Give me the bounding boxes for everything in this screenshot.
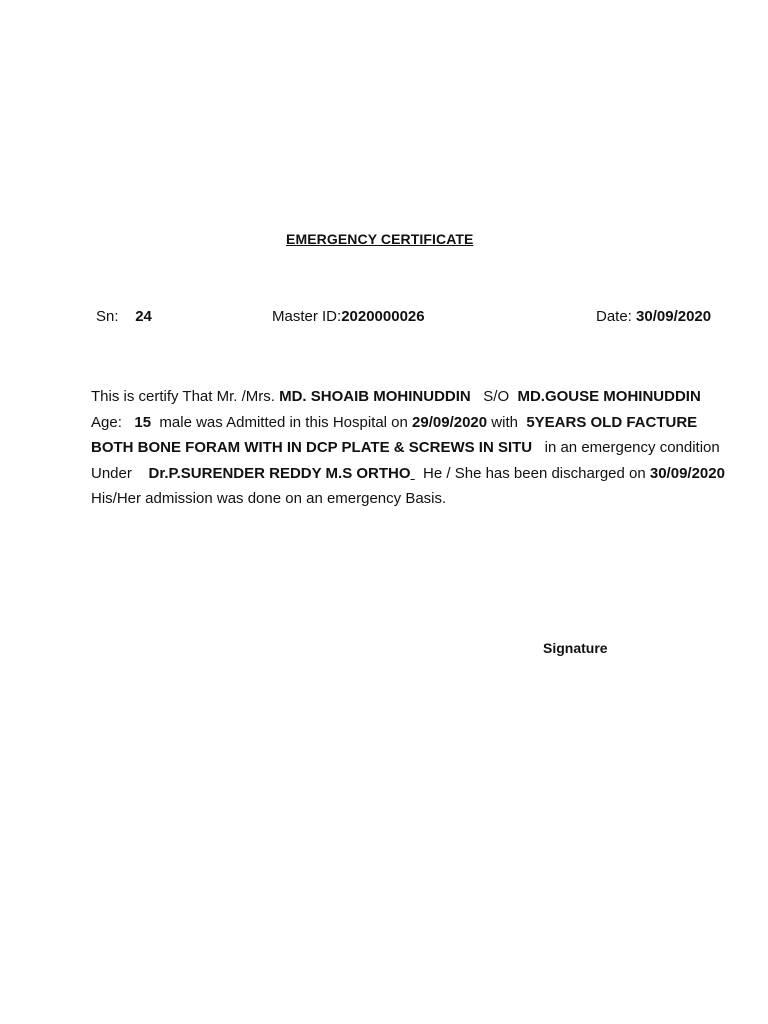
emergency-condition-text: in an emergency condition — [544, 439, 720, 457]
serial-number — [96, 308, 152, 325]
under-text: Under — [91, 464, 132, 482]
diagnosis-part-1: 5YEARS OLD FACTURE — [526, 413, 698, 431]
admission-basis-text: His/Her admission was done on an emergency Basis. — [91, 490, 447, 508]
age-value: 15 — [134, 413, 152, 431]
master-id — [272, 308, 425, 325]
sn-value: 24 — [135, 308, 152, 325]
body-line-3 — [91, 435, 761, 461]
body-line-2 — [91, 410, 761, 436]
body-line-4 — [91, 461, 761, 487]
certificate-body — [91, 384, 761, 512]
doctor-name: Dr.P.SURENDER REDDY M.S ORTHO — [148, 464, 411, 482]
body-line-5 — [91, 486, 761, 512]
diagnosis-part-2: BOTH BONE FORAM WITH IN DCP PLATE & SCREWS IN SITU — [91, 439, 533, 457]
certificate-date — [596, 308, 711, 325]
sn-label: Sn: — [96, 308, 119, 325]
master-id-value: 2020000026 — [341, 308, 425, 325]
signature-label: Signature — [543, 640, 608, 656]
discharge-date: 30/09/2020 — [649, 464, 725, 482]
admission-date: 29/09/2020 — [412, 413, 488, 431]
admitted-text: male was Admitted in this Hospital on — [159, 413, 408, 431]
certificate-title: EMERGENCY CERTIFICATE — [286, 231, 474, 247]
discharge-text: He / She has been discharged on — [423, 464, 646, 482]
patient-name: MD. SHOAIB MOHINUDDIN — [279, 388, 471, 405]
date-label: Date: — [596, 308, 632, 325]
body-line-1 — [91, 384, 761, 410]
date-value: 30/09/2020 — [636, 308, 712, 325]
age-label: Age: — [91, 413, 122, 431]
relation-text: S/O — [483, 388, 510, 405]
certify-text: This is certify That Mr. /Mrs. — [91, 388, 275, 405]
master-id-label: Master ID: — [272, 308, 342, 325]
guardian-name: MD.GOUSE MOHINUDDIN — [517, 388, 701, 405]
with-text: with — [491, 413, 518, 431]
